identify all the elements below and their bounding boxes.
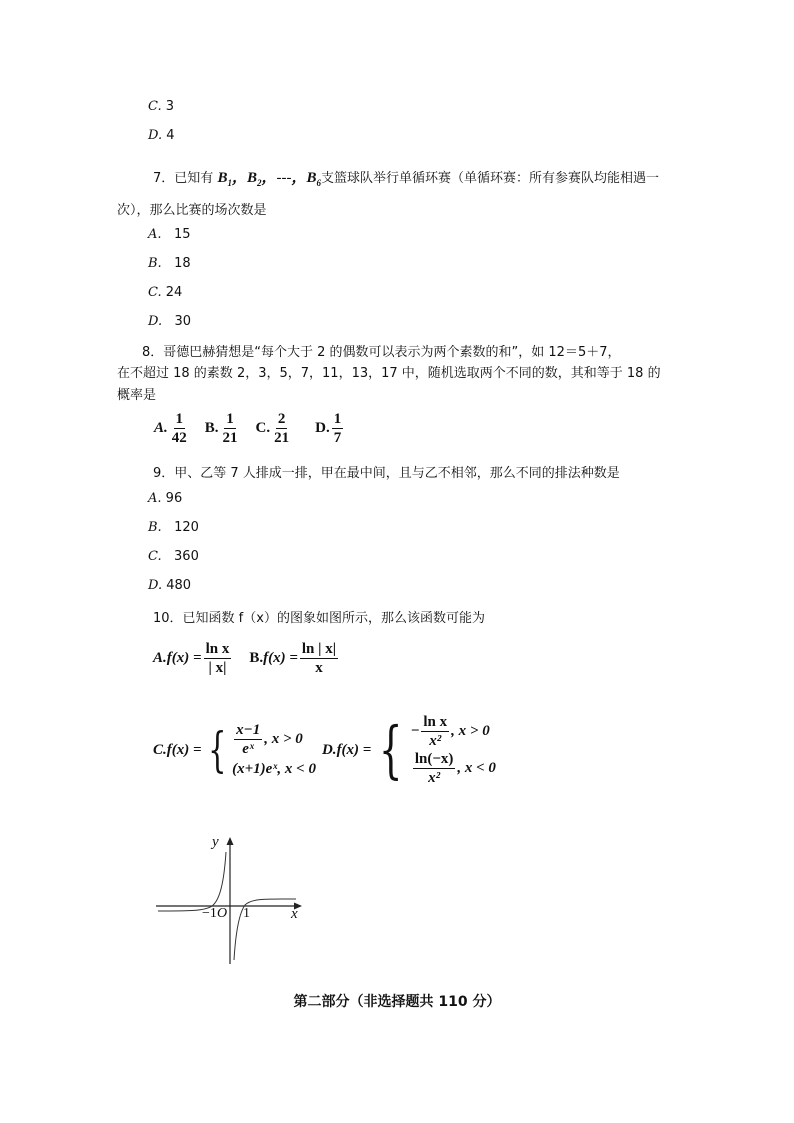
team-variables: $B_1$，$B_2$，---，$B_6$ (217, 170, 322, 188)
q8-option-b: B. $\frac{1}{21}$ (204, 411, 238, 446)
q9-option-c: C. 360 (148, 549, 199, 564)
q10-option-b: B.f(x) = $\frac{\ln | x|}{x}$ (249, 641, 337, 676)
question-7-line1: 7．已知有 $B_1$，$B_2$，---，$B_6$支篮球队举行单循环赛（单循环赛：所有参赛队均能相遇一 (153, 170, 660, 188)
question-8-line1: 8．哥德巴赫猜想是“每个大于 2 的偶数可以表示为两个素数的和”，如 12＝5＋7， (142, 345, 621, 360)
question-8-line3: 概率是 (117, 388, 157, 403)
q10-option-d: D. f(x) = { − $\frac{\text{ln x}}{\text{x²}}$ , x > 0 $\frac{\ln(-x)}{\text{x²}}$ , x < 0 (321, 713, 496, 786)
question-8-line2: 在不超过 18 的素数 2，3，5，7，11，13，17 中，随机选取两个不同的数，其和等于 18 的 (117, 366, 661, 381)
option-d: D. 4 (148, 128, 175, 143)
q9-option-b: B. 120 (148, 520, 199, 535)
q7-option-d: D. 30 (148, 314, 192, 329)
q7-option-b: B. 18 (148, 256, 191, 271)
question-7-line2: 次），那么比赛的场次数是 (117, 203, 267, 218)
graph-svg (150, 832, 310, 966)
q7-option-a: A. 15 (148, 227, 191, 242)
curve-left-branch (158, 852, 226, 911)
option-c: C. 3 (148, 99, 175, 114)
q7-option-c: C. 24 (148, 285, 183, 300)
q10-option-a: A.f(x) = $\frac{\text{ln x}}{| x|}$ (153, 641, 230, 676)
q9-option-d: D. 480 (148, 578, 192, 593)
question-9: 9．甲、乙等 7 人排成一排，甲在最中间，且与乙不相邻，那么不同的排法种数是 (153, 466, 620, 481)
question-10: 10．已知函数 f（x）的图象如图所示，那么该函数可能为 (153, 611, 485, 626)
section-title: 第二部分（非选择题共 110 分） (293, 994, 501, 1010)
y-axis-arrow-icon (227, 837, 234, 845)
function-graph (150, 832, 310, 966)
tick-neg-one: −1 (202, 906, 217, 921)
tick-pos-one: 1 (243, 906, 250, 921)
q10-option-c: C. f(x) = { $\frac{x-1}{\text{eˣ}}$ , x > 0 (x+1)eˣ, x < 0 (153, 721, 316, 778)
q9-option-a: A. 96 (148, 491, 183, 506)
q10-options-cd (153, 713, 496, 787)
q8-option-a: A. $\frac{1}{42}$ (154, 411, 187, 446)
x-axis-label: x (291, 906, 298, 922)
q8-option-d: D. $\frac{1}{7}$ (315, 411, 342, 446)
q8-options (154, 410, 345, 447)
q10-options-ab (153, 640, 340, 677)
q8-option-c: C. $\frac{2}{21}$ (255, 411, 290, 446)
origin-label: O (217, 906, 228, 921)
y-axis-label: y (212, 834, 219, 850)
